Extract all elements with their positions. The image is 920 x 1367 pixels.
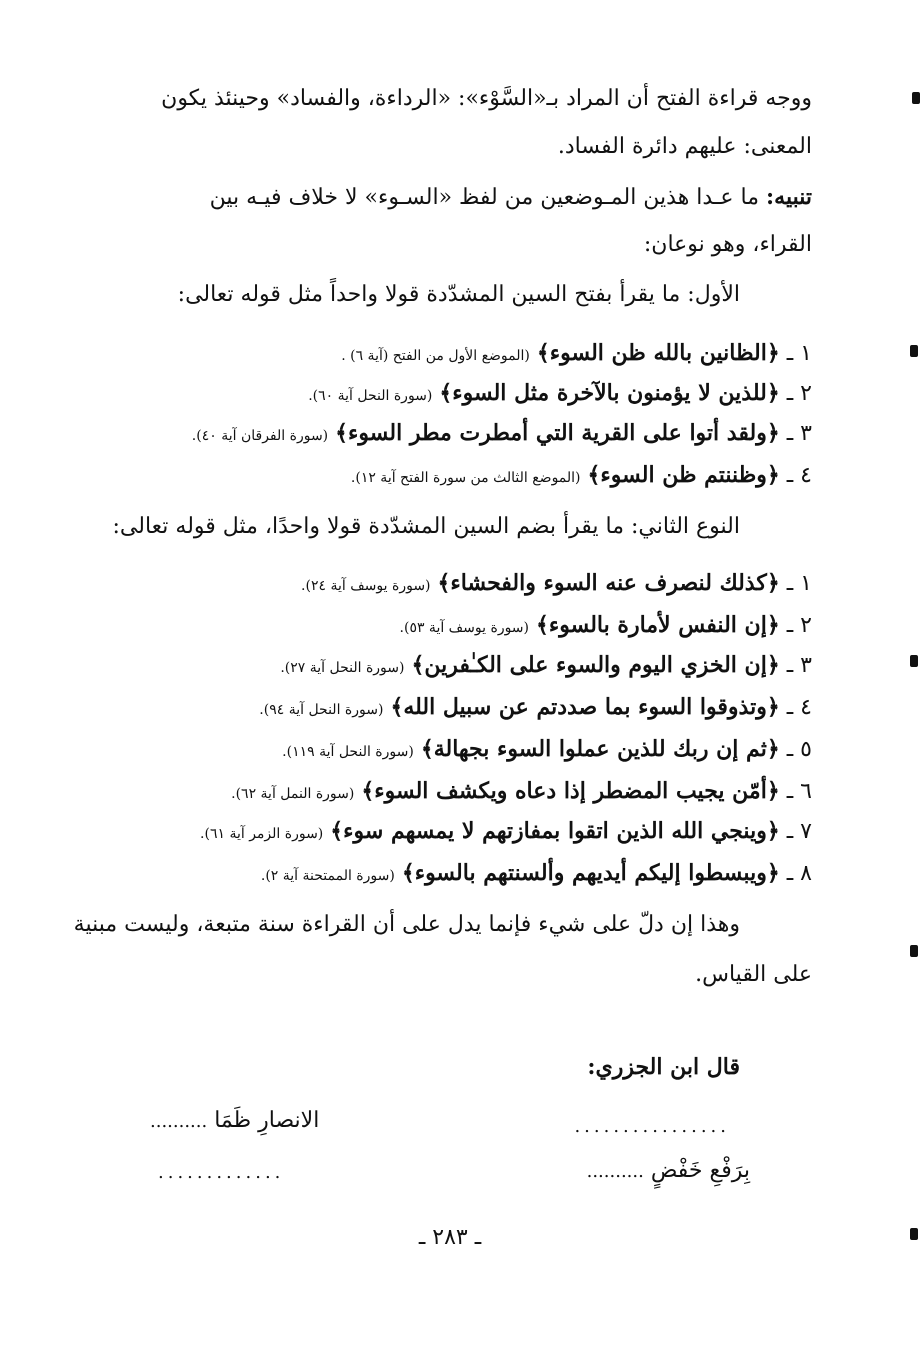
- ayah-reference: (سورة النحل آية ١١٩).: [282, 744, 414, 760]
- ayah-reference: (سورة النحل آية ٢٧).: [280, 660, 405, 676]
- ayah-reference: (الموضع الثالث من سورة الفتح آية ١٢).: [350, 470, 581, 486]
- type1-item: [308, 376, 812, 413]
- verse2-left-dots: .............: [158, 1162, 285, 1183]
- ayah-text: ﴿الظانين بالله ظن السوء﴾: [536, 340, 780, 366]
- verse1-left-dots: ..........: [150, 1111, 208, 1132]
- ayah-text: ﴿وتذوقوا السوء بما صددتم عن سبيل الله﴾: [390, 694, 780, 720]
- margin-mark: [910, 655, 918, 667]
- item-number: ٤ ـ: [786, 695, 812, 720]
- poem-heading: [587, 1050, 740, 1085]
- margin-mark: [912, 92, 920, 104]
- ayah-reference: (سورة النحل آية ٦٠).: [308, 388, 433, 404]
- type1-intro: الأول: ما يقرأ بفتح السين المشدّدة قولا واحداً مثل قوله تعالى:: [177, 282, 740, 307]
- ayah-text: ﴿ثم إن ربك للذين عملوا السوء بجهالة﴾: [420, 736, 780, 762]
- note-label: تنبيه:: [766, 184, 812, 210]
- verse2-right-dots: ..........: [586, 1161, 644, 1182]
- ayah-reference: (سورة الزمر آية ٦١).: [200, 826, 324, 842]
- type1-item: [351, 458, 812, 495]
- ayah-text: ﴿ويبسطوا إليكم أيديهم وألسنتهم بالسوء﴾: [401, 860, 780, 886]
- type2-item: [282, 732, 812, 769]
- verse2-right-text: بِرَفْعِ خَفْضٍ: [650, 1158, 750, 1183]
- ayah-text: ﴿للذين لا يؤمنون بالآخرة مثل السوء﴾: [439, 380, 780, 406]
- item-number: ٢ ـ: [786, 613, 812, 638]
- ayah-reference: (سورة يوسف آية ٥٣).: [399, 620, 529, 636]
- poem-heading-text: قال ابن الجزري:: [587, 1054, 740, 1080]
- ayah-reference: (سورة الممتحنة آية ٢).: [260, 868, 395, 884]
- conclusion-line2: على القياس.: [695, 962, 812, 987]
- verse1-left-text: الانصارِ ظَمَا: [214, 1108, 320, 1133]
- item-number: ٨ ـ: [786, 861, 812, 886]
- type2-item: [301, 566, 812, 603]
- conclusion-line1: وهذا إن دلّ على شيء فإنما يدل على أن القراءة سنة متبعة، وليست مبنية: [73, 912, 740, 937]
- item-number: ٣ ـ: [786, 653, 812, 678]
- para1-line2: المعنى: عليهم دائرة الفساد.: [557, 134, 812, 159]
- type2-item: [400, 608, 812, 645]
- ayah-text: ﴿وظننتم ظن السوء﴾: [587, 462, 780, 488]
- item-number: ٤ ـ: [786, 463, 812, 488]
- item-number: ١ ـ: [786, 571, 812, 596]
- ayah-reference: (سورة يوسف آية ٢٤).: [301, 578, 431, 594]
- item-number: ١ ـ: [786, 341, 812, 366]
- margin-mark: [910, 1228, 918, 1240]
- verse1-right-dots: ................: [574, 1116, 730, 1137]
- type2-intro: النوع الثاني: ما يقرأ بضم السين المشدّدة قولا واحدًا، مثل قوله تعالى:: [112, 514, 740, 539]
- item-number: ٥ ـ: [786, 737, 812, 762]
- item-number: ٣ ـ: [786, 421, 812, 446]
- ayah-reference: (سورة النحل آية ٩٤).: [259, 702, 384, 718]
- ayah-text: ﴿كذلك لنصرف عنه السوء والفحشاء﴾: [437, 570, 780, 596]
- type1-item: [192, 416, 812, 453]
- type2-item: [261, 856, 812, 893]
- page-number: ـ ٢٨٣ ـ: [418, 1225, 482, 1250]
- item-number: ٦ ـ: [786, 779, 812, 804]
- type2-item: [200, 814, 812, 851]
- margin-mark: [910, 345, 918, 357]
- type2-item: [231, 774, 812, 811]
- type2-item: [280, 648, 812, 685]
- para1-line1: ووجه قراءة الفتح أن المراد بـ«السَّوْء»: «الرداءة، والفساد» وحينئذ يكون: [161, 86, 812, 111]
- ayah-text: ﴿أمّن يجيب المضطر إذا دعاه ويكشف السوء﴾: [361, 778, 780, 804]
- ayah-text: ﴿إن النفس لأمارة بالسوء﴾: [536, 612, 780, 638]
- ayah-reference: (سورة النمل آية ٦٢).: [231, 786, 355, 802]
- margin-mark: [910, 945, 918, 957]
- ayah-text: ﴿ولقد أتوا على القرية التي أمطرت مطر السوء﴾: [335, 420, 780, 446]
- type2-item: [259, 690, 812, 727]
- ayah-text: ﴿وينجي الله الذين اتقوا بمفازتهم لا يمسهم سوء﴾: [330, 818, 780, 844]
- para2-line2: القراء، وهو نوعان:: [643, 232, 812, 257]
- verse1-left: [150, 1104, 319, 1138]
- ayah-reference: (الموضع الأول من الفتح (آية ٦) .: [341, 348, 530, 364]
- ayah-text: ﴿إن الخزي اليوم والسوء على الكـٰفرين﴾: [411, 652, 780, 678]
- type1-item: [341, 336, 812, 373]
- para2-line1: [210, 180, 812, 215]
- item-number: ٢ ـ: [786, 381, 812, 406]
- item-number: ٧ ـ: [786, 819, 812, 844]
- ayah-reference: (سورة الفرقان آية ٤٠).: [191, 428, 329, 444]
- verse2-right: [587, 1154, 750, 1188]
- para2-text: ما عـدا هذين المـوضعين من لفظ «السـوء» لا خلاف فيـه بين: [209, 185, 760, 210]
